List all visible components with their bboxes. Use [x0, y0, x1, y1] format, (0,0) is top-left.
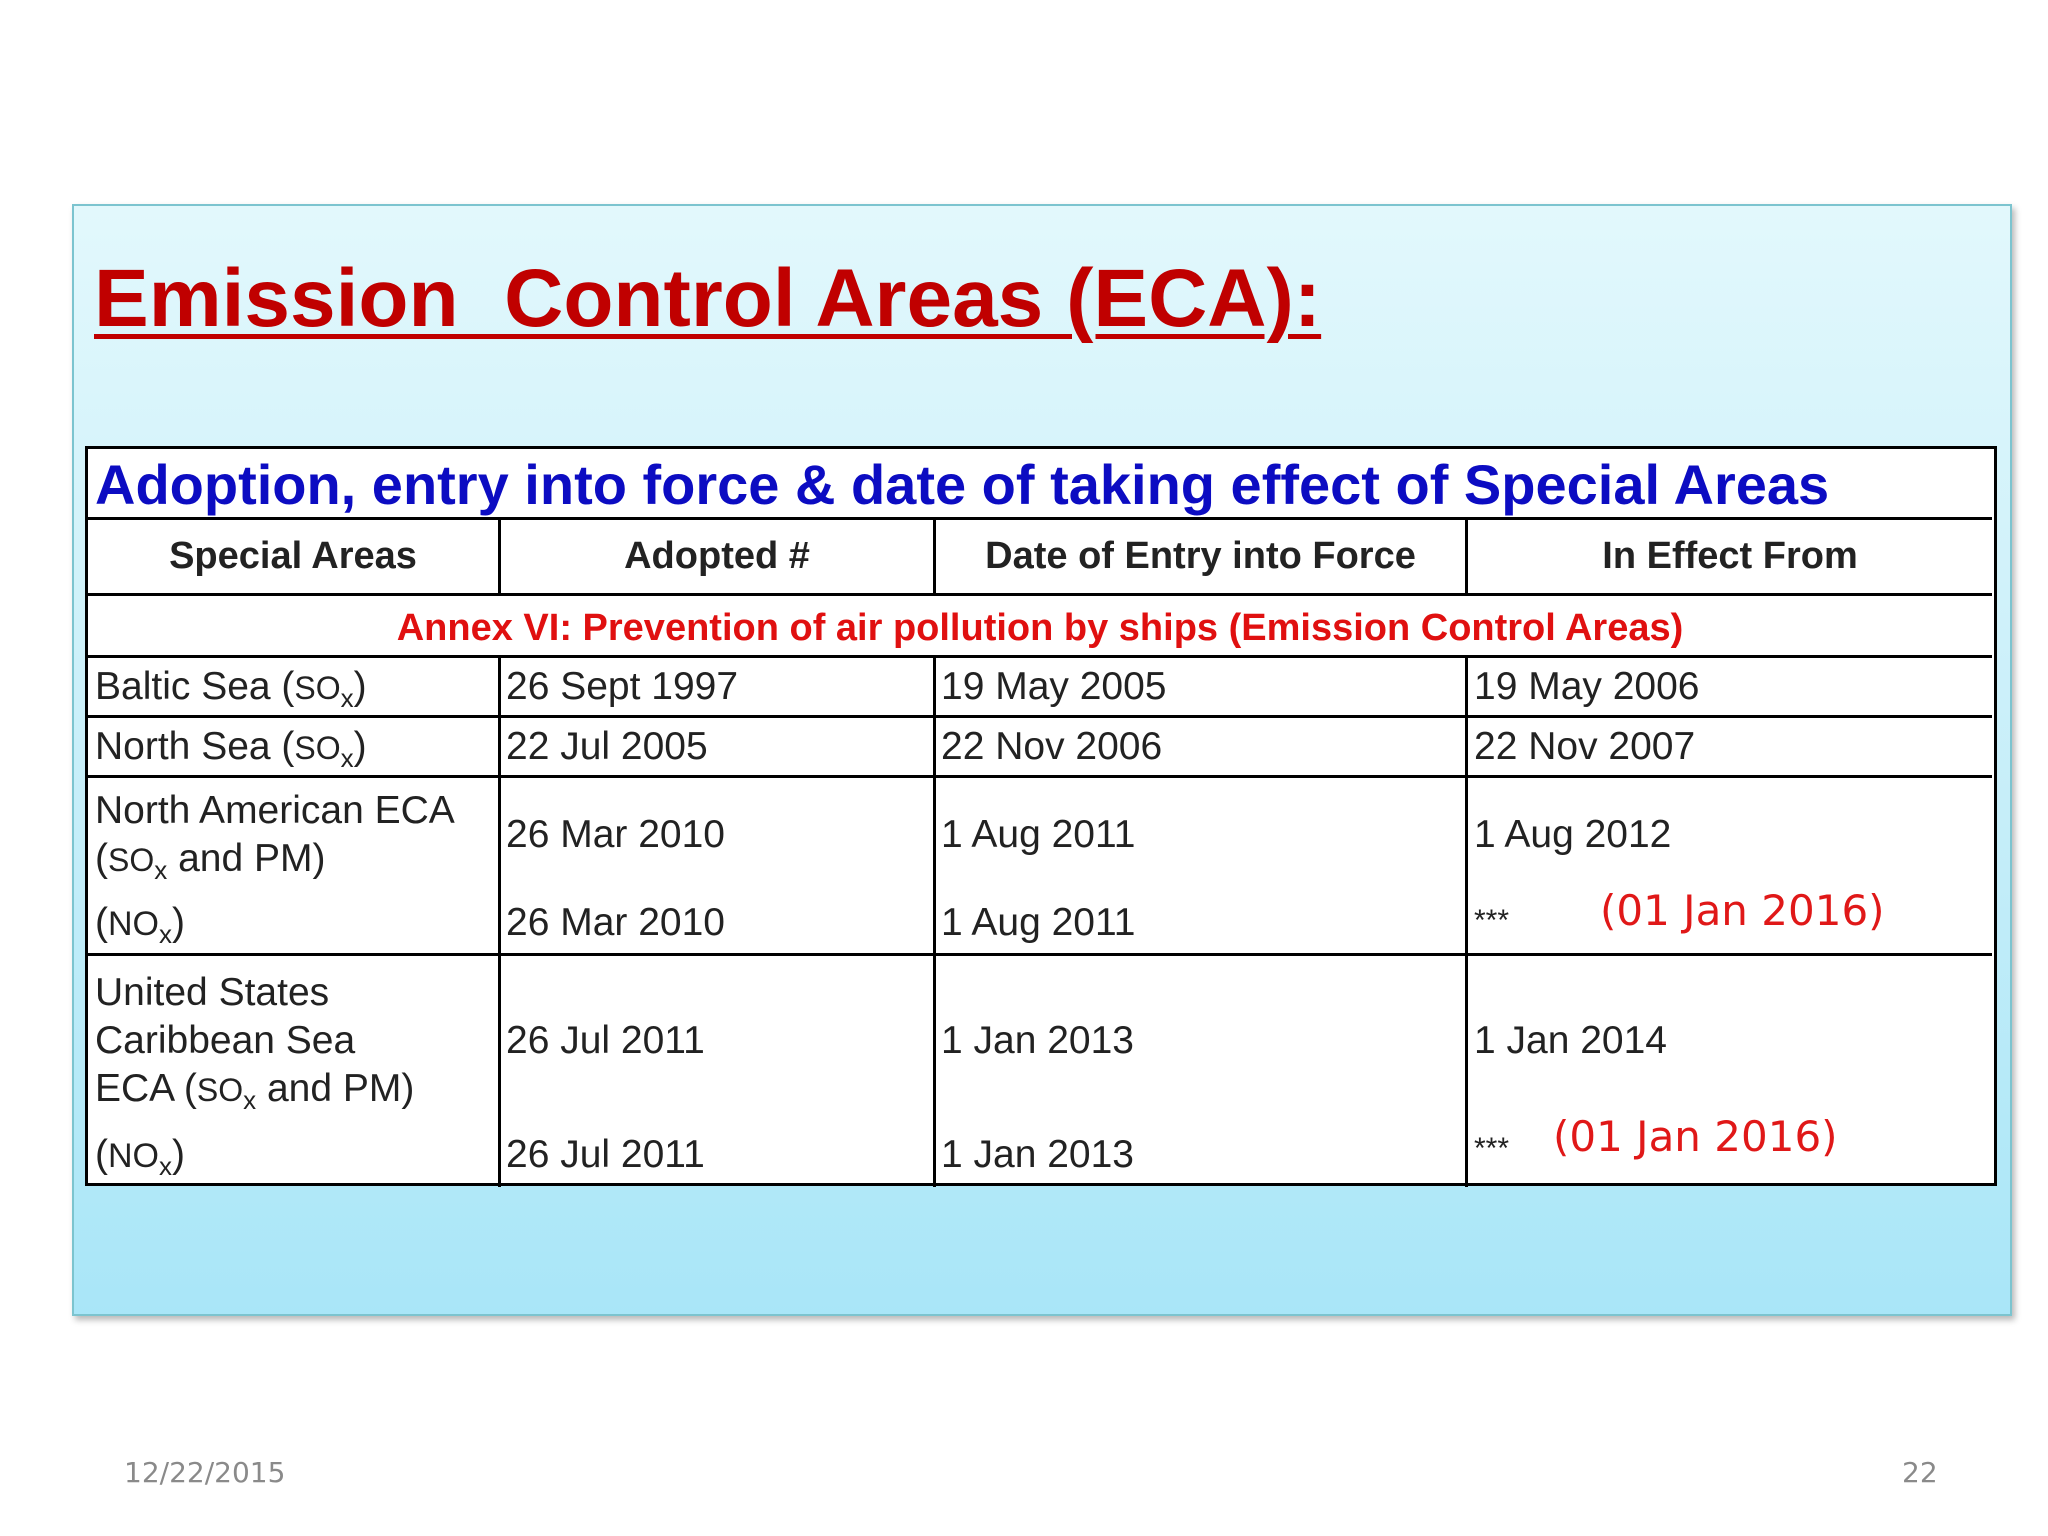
header-adopted: Adopted #: [624, 534, 810, 577]
caribbean-nox-area: $(NO_x)$: [95, 1133, 185, 1181]
baltic-effect: 19 May 2006: [1474, 665, 1700, 708]
north-sea-entry: 22 Nov 2006: [941, 725, 1163, 768]
col-rule-2-body: [933, 655, 936, 1187]
north-sea-effect: 22 Nov 2007: [1474, 725, 1696, 768]
caribbean-nox-entry: 1 Jan 2013: [941, 1133, 1135, 1176]
caribbean-nox-effect: ***: [1474, 1132, 1510, 1165]
caribbean-area-line3: ECA ($SO_x$ and PM): [95, 1067, 415, 1115]
baltic-adopted: 26 Sept 1997: [506, 665, 739, 708]
north-american-area-line1: North American ECA: [95, 789, 455, 832]
header-entry-into-force: Date of Entry into Force: [985, 534, 1416, 577]
caribbean-area-line2: Caribbean Sea: [95, 1019, 356, 1062]
caribbean-effect: 1 Jan 2014: [1474, 1019, 1668, 1062]
rule-baltic: [88, 715, 1992, 718]
north-american-nox-adopted: 26 Mar 2010: [506, 901, 725, 944]
north-american-adopted: 26 Mar 2010: [506, 813, 725, 856]
north-american-nox-note: (01 Jan 2016): [1600, 886, 1885, 935]
rule-north-sea: [88, 775, 1992, 778]
slide-title: Emission Control Areas (ECA):: [94, 253, 1322, 344]
north-american-nox-area: $(NO_x)$: [95, 901, 185, 949]
table-caption: Adoption, entry into force & date of taking effect of Special Areas: [95, 453, 1830, 516]
north-sea-area: North Sea $(SO_x)$: [95, 725, 367, 773]
baltic-area: Baltic Sea $(SO_x)$: [95, 665, 367, 713]
page-number: 22: [1902, 1456, 1938, 1489]
north-american-nox-entry: 1 Aug 2011: [941, 901, 1136, 944]
caribbean-adopted: 26 Jul 2011: [506, 1019, 705, 1062]
col-rule-1-body: [498, 655, 501, 1187]
caribbean-entry: 1 Jan 2013: [941, 1019, 1135, 1062]
rule-header: [88, 593, 1992, 596]
north-sea-adopted: 22 Jul 2005: [506, 725, 708, 768]
north-american-entry: 1 Aug 2011: [941, 813, 1136, 856]
north-american-effect: 1 Aug 2012: [1474, 813, 1672, 856]
caribbean-nox-adopted: 26 Jul 2011: [506, 1133, 705, 1176]
caribbean-nox-note: (01 Jan 2016): [1553, 1112, 1838, 1161]
north-american-area-line2: ($SO_x$ and PM): [95, 837, 326, 885]
baltic-entry: 19 May 2005: [941, 665, 1167, 708]
header-in-effect-from: In Effect From: [1602, 534, 1858, 577]
col-rule-3-body: [1465, 655, 1468, 1187]
rule-north-american: [88, 953, 1992, 956]
annex-vi-row: Annex VI: Prevention of air pollution by ships (Emission Control Areas): [396, 606, 1684, 649]
north-american-nox-effect: ***: [1474, 904, 1510, 937]
header-special-areas: Special Areas: [169, 534, 417, 577]
caribbean-area-line1: United States: [95, 971, 330, 1014]
footer-date: 12/22/2015: [124, 1456, 286, 1489]
special-areas-table: [85, 446, 1997, 1186]
